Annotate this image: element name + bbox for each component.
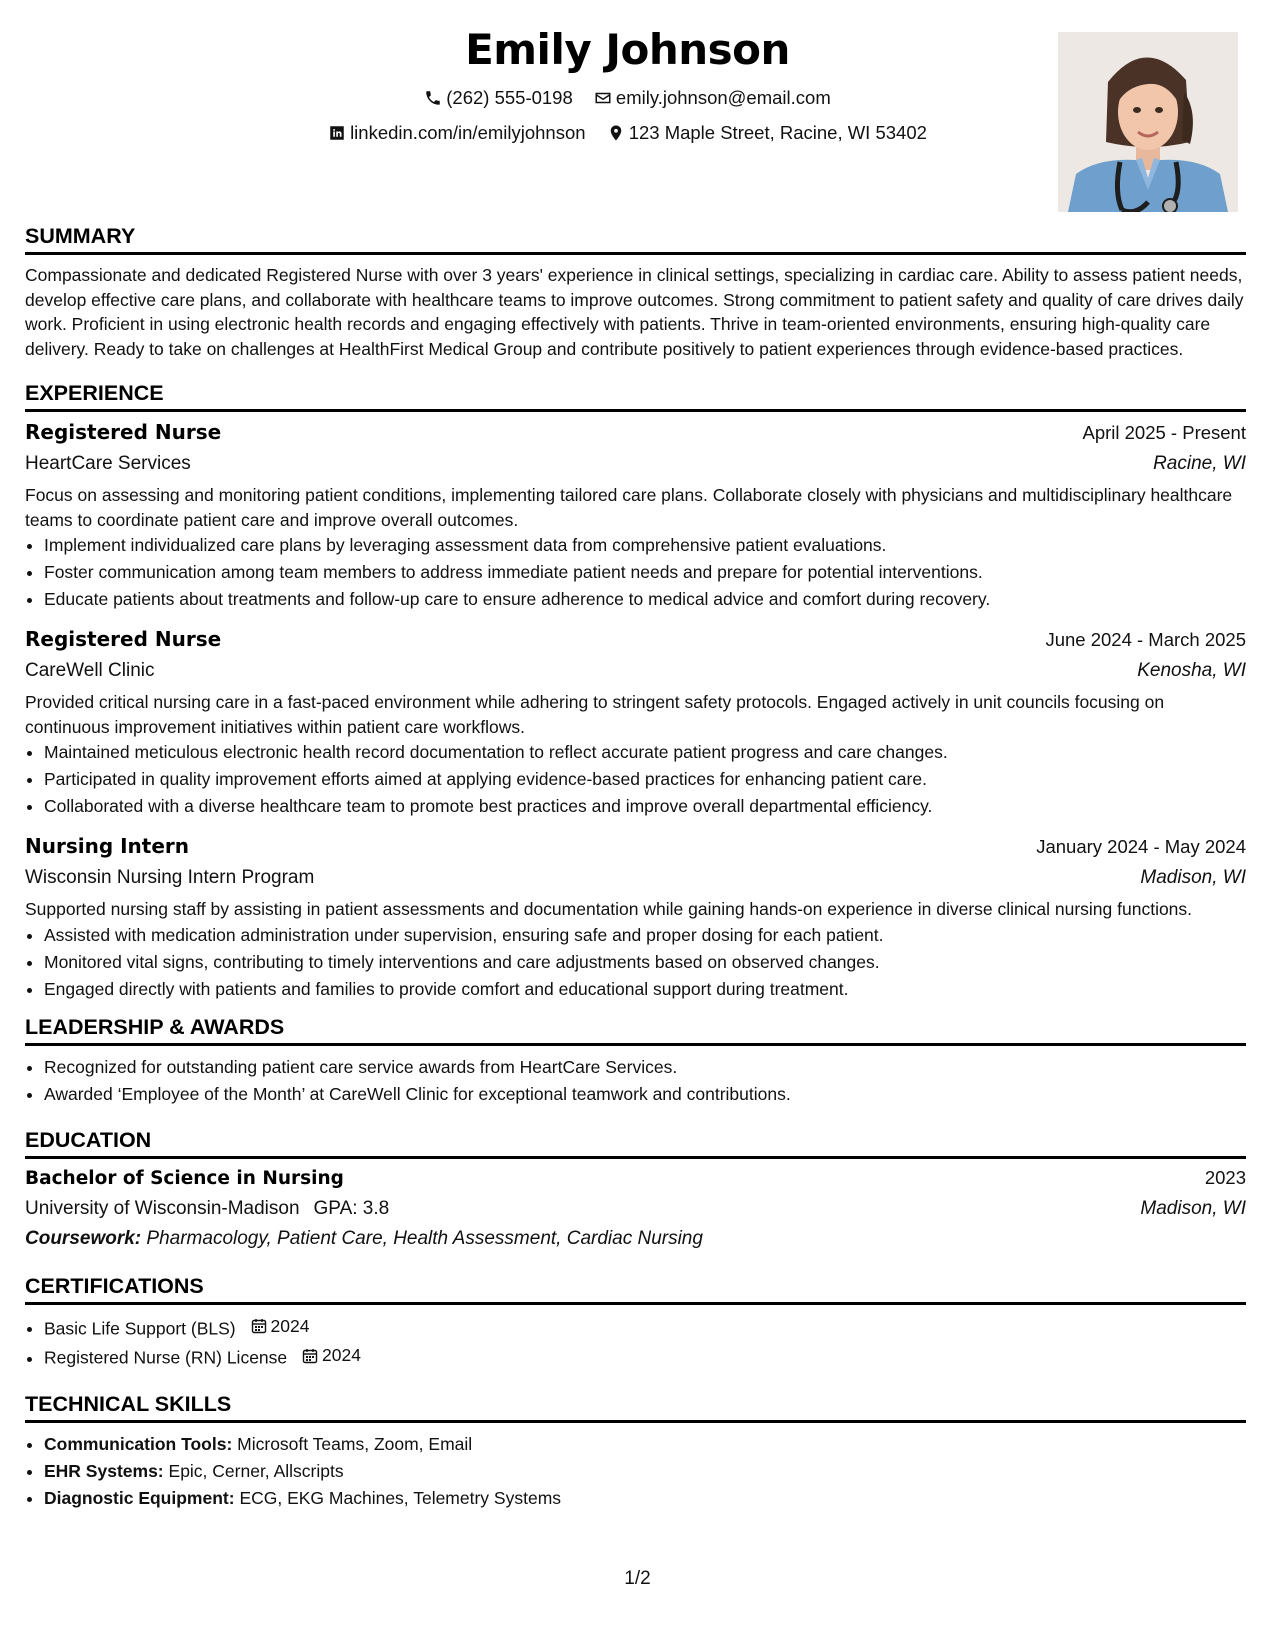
phone-text: (262) 555-0198 bbox=[446, 87, 573, 108]
education-header bbox=[25, 1163, 1246, 1194]
job-location: Racine, WI bbox=[1153, 453, 1246, 474]
map-pin-icon bbox=[607, 124, 625, 142]
job-title: Registered Nurse bbox=[25, 627, 222, 651]
school-location: Madison, WI bbox=[1140, 1197, 1246, 1219]
phone-contact bbox=[424, 82, 573, 114]
job-bullets bbox=[25, 739, 1246, 820]
skill-label: Communication Tools: bbox=[44, 1433, 233, 1454]
list-item bbox=[44, 1313, 1246, 1343]
linkedin-text[interactable]: linkedin.com/in/emilyjohnson bbox=[350, 122, 586, 143]
certification-name: Registered Nurse (RN) License bbox=[44, 1347, 288, 1368]
job-dates: June 2024 - March 2025 bbox=[1045, 629, 1246, 650]
experience-heading: EXPERIENCE bbox=[25, 379, 1246, 412]
certifications-list bbox=[25, 1313, 1246, 1372]
skills-heading: TECHNICAL SKILLS bbox=[25, 1390, 1246, 1423]
linkedin-icon bbox=[328, 124, 346, 142]
coursework bbox=[25, 1224, 1246, 1254]
skill-label: EHR Systems: bbox=[44, 1460, 164, 1481]
list-item: • Monitored vital signs, contributing to timely interventions and care adjustments based on observed changes. bbox=[44, 949, 1246, 976]
linkedin-contact[interactable] bbox=[328, 117, 585, 149]
email-contact[interactable] bbox=[594, 82, 831, 114]
coursework-list: Pharmacology, Patient Care, Health Assessment, Cardiac Nursing bbox=[146, 1227, 703, 1249]
calendar-icon bbox=[251, 1318, 267, 1334]
summary-section bbox=[25, 222, 1246, 361]
leadership-section bbox=[25, 1013, 1246, 1108]
job-title: Registered Nurse bbox=[25, 420, 222, 444]
list-item: • Awarded ‘Employee of the Month’ at CareWell Clinic for exceptional teamwork and contributions. bbox=[44, 1081, 1246, 1108]
job-header bbox=[25, 416, 1246, 449]
list-item bbox=[44, 1342, 1246, 1372]
job-entry bbox=[25, 623, 1246, 820]
certification-date bbox=[302, 1342, 361, 1369]
list-item: • Collaborated with a diverse healthcare team to promote best practices and improve overall departmental efficiency. bbox=[44, 793, 1246, 820]
envelope-icon bbox=[594, 89, 612, 107]
job-location: Madison, WI bbox=[1140, 867, 1246, 888]
job-bullets bbox=[25, 532, 1246, 613]
leadership-heading: LEADERSHIP & AWARDS bbox=[25, 1013, 1246, 1046]
summary-text: Compassionate and dedicated Registered Nurse with over 3 years' experience in clinical settings, specializing in cardiac care. Ability to assess patient needs, develop effective care plans, and collaborate with healthcare teams to improve outcomes. Strong commitment to patient safety and quality of care drives daily work. Proficient in using electronic health records and engaging effectively with patients. Thrive in team-oriented environments, ensuring high-quality care delivery. Ready to take on challenges at HealthFirst Medical Group and contribute positively to patient experiences through evidence-based practices. bbox=[25, 265, 1244, 359]
calendar-icon bbox=[302, 1348, 318, 1364]
education-subheader bbox=[25, 1194, 1246, 1224]
certification-date bbox=[251, 1313, 310, 1340]
education-heading: EDUCATION bbox=[25, 1126, 1246, 1159]
list-item: • Educate patients about treatments and follow-up care to ensure adherence to medical advice and comfort during recovery. bbox=[44, 586, 1246, 613]
skill-value: Epic, Cerner, Allscripts bbox=[168, 1460, 344, 1481]
list-item bbox=[44, 1431, 1246, 1458]
job-dates: April 2025 - Present bbox=[1082, 422, 1246, 443]
job-subheader bbox=[25, 656, 1246, 686]
job-subheader bbox=[25, 863, 1246, 893]
gpa: GPA: 3.8 bbox=[313, 1197, 390, 1219]
job-dates: January 2024 - May 2024 bbox=[1036, 836, 1246, 857]
certifications-heading: CERTIFICATIONS bbox=[25, 1272, 1246, 1305]
list-item bbox=[44, 1485, 1246, 1512]
certifications-section bbox=[25, 1272, 1246, 1372]
skill-value: ECG, EKG Machines, Telemetry Systems bbox=[239, 1487, 562, 1508]
candidate-name: Emily Johnson bbox=[465, 25, 790, 74]
list-item: • Recognized for outstanding patient care service awards from HeartCare Services. bbox=[44, 1054, 1246, 1081]
certification-year: 2024 bbox=[270, 1315, 310, 1336]
profile-photo bbox=[1058, 32, 1238, 212]
skills-list bbox=[25, 1431, 1246, 1512]
list-item: • Engaged directly with patients and families to provide comfort and educational support during treatment. bbox=[44, 976, 1246, 1003]
skills-section bbox=[25, 1390, 1246, 1512]
leadership-list bbox=[25, 1054, 1246, 1108]
school-name: University of Wisconsin-Madison bbox=[25, 1197, 300, 1219]
school-line bbox=[25, 1194, 389, 1224]
job-header bbox=[25, 830, 1246, 863]
certification-name: Basic Life Support (BLS) bbox=[44, 1318, 236, 1338]
phone-icon bbox=[424, 89, 442, 107]
address-text: 123 Maple Street, Racine, WI 53402 bbox=[628, 122, 927, 143]
job-bullets bbox=[25, 922, 1246, 1003]
list-item: • Assisted with medication administration under supervision, ensuring safe and proper dosing for each patient. bbox=[44, 922, 1246, 949]
coursework-label: Coursework: bbox=[25, 1227, 142, 1249]
experience-section bbox=[25, 379, 1246, 1003]
list-item: • Participated in quality improvement efforts aimed at applying evidence-based practices for enhancing patient care. bbox=[44, 766, 1246, 793]
job-subheader bbox=[25, 449, 1246, 479]
education-section bbox=[25, 1126, 1246, 1254]
certification-year: 2024 bbox=[322, 1345, 361, 1365]
skill-label: Diagnostic Equipment: bbox=[44, 1487, 235, 1508]
profile-photo-illustration bbox=[1058, 32, 1238, 212]
job-title: Nursing Intern bbox=[25, 834, 190, 858]
job-company: HeartCare Services bbox=[25, 453, 191, 474]
job-location: Kenosha, WI bbox=[1137, 660, 1246, 681]
job-description: Supported nursing staff by assisting in patient assessments and documentation while gaining hands-on experience in diverse clinical nursing functions. bbox=[25, 899, 1193, 919]
list-item: • Implement individualized care plans by leveraging assessment data from comprehensive patient evaluations. bbox=[44, 532, 1246, 559]
job-entry bbox=[25, 830, 1246, 1003]
page-number: 1/2 bbox=[624, 1568, 651, 1589]
address-contact bbox=[607, 117, 927, 149]
resume-content bbox=[25, 222, 1246, 1530]
list-item bbox=[44, 1458, 1246, 1485]
graduation-year: 2023 bbox=[1204, 1166, 1246, 1188]
job-description: Focus on assessing and monitoring patient conditions, implementing tailored care plans. Collaborate closely with physicians and multidisciplinary healthcare teams to coordinate patient care and improve overall outcomes. bbox=[25, 485, 1233, 530]
job-company: CareWell Clinic bbox=[25, 660, 155, 681]
degree-name: Bachelor of Science in Nursing bbox=[25, 1167, 344, 1189]
job-entry bbox=[25, 416, 1246, 613]
job-company: Wisconsin Nursing Intern Program bbox=[25, 867, 315, 888]
email-text[interactable]: emily.johnson@email.com bbox=[615, 87, 831, 108]
job-description: Provided critical nursing care in a fast-paced environment while adhering to stringent safety protocols. Engaged actively in unit councils focusing on continuous improvement initiatives within patient care workflows. bbox=[25, 692, 1165, 737]
summary-heading: SUMMARY bbox=[25, 222, 1246, 255]
skill-value: Microsoft Teams, Zoom, Email bbox=[237, 1433, 473, 1454]
list-item: • Maintained meticulous electronic health record documentation to reflect accurate patient progress and care changes. bbox=[44, 739, 1246, 766]
list-item: • Foster communication among team members to address immediate patient needs and prepare for potential interventions. bbox=[44, 559, 1246, 586]
job-header bbox=[25, 623, 1246, 656]
